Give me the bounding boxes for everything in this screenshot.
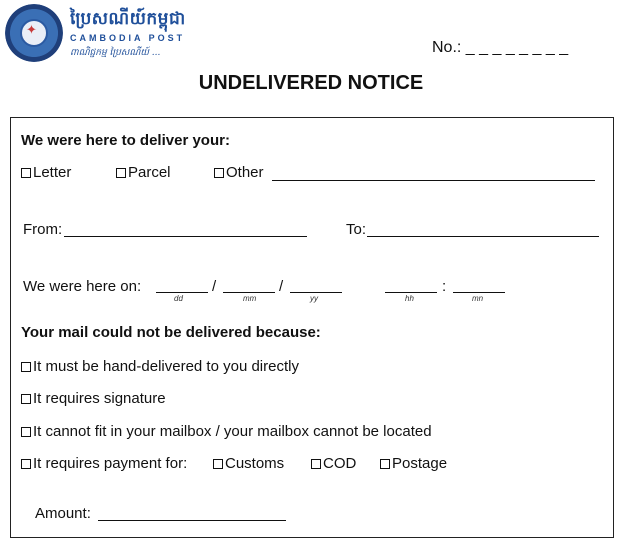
letter-label: Letter bbox=[33, 164, 72, 181]
brand-english-name: CAMBODIA POST bbox=[70, 33, 186, 43]
to-field[interactable] bbox=[367, 236, 599, 237]
signature-checkbox[interactable] bbox=[21, 394, 31, 404]
payment-label: It requires payment for: bbox=[33, 455, 188, 472]
amount-field[interactable] bbox=[98, 520, 286, 521]
cod-label: COD bbox=[323, 455, 357, 472]
from-label: From: bbox=[23, 221, 63, 238]
hand-delivered-label: It must be hand-delivered to you directly bbox=[33, 358, 299, 375]
signature-label: It requires signature bbox=[33, 390, 166, 407]
date-separator-2: / bbox=[279, 278, 284, 295]
mailbox-label: It cannot fit in your mailbox / your mailbox cannot be located bbox=[33, 423, 432, 440]
payment-cod[interactable] bbox=[311, 455, 356, 472]
parcel-checkbox[interactable] bbox=[116, 168, 126, 178]
option-other[interactable] bbox=[214, 164, 264, 181]
other-checkbox[interactable] bbox=[214, 168, 224, 178]
reason-hand-delivered[interactable] bbox=[21, 358, 299, 375]
parcel-label: Parcel bbox=[128, 164, 171, 181]
other-field[interactable] bbox=[272, 180, 595, 181]
from-field[interactable] bbox=[64, 236, 307, 237]
hand-delivered-checkbox[interactable] bbox=[21, 362, 31, 372]
to-label: To: bbox=[346, 221, 367, 238]
brand-khmer-name: ប្រៃសណីយ៍កម្ពុជា bbox=[70, 9, 186, 29]
day-hint: dd bbox=[174, 294, 183, 303]
mailbox-checkbox[interactable] bbox=[21, 427, 31, 437]
year-hint: yy bbox=[310, 294, 318, 303]
month-field[interactable] bbox=[223, 292, 275, 293]
reason-payment[interactable] bbox=[21, 455, 187, 472]
payment-checkbox[interactable] bbox=[21, 459, 31, 469]
date-separator-1: / bbox=[212, 278, 217, 295]
day-field[interactable] bbox=[156, 292, 208, 293]
amount-label: Amount: bbox=[35, 505, 91, 522]
reason-mailbox[interactable] bbox=[21, 423, 432, 440]
hour-field[interactable] bbox=[385, 292, 437, 293]
time-separator: : bbox=[442, 278, 447, 295]
customs-checkbox[interactable] bbox=[213, 459, 223, 469]
payment-customs[interactable] bbox=[213, 455, 284, 472]
option-letter[interactable] bbox=[21, 164, 71, 181]
other-label: Other bbox=[226, 164, 264, 181]
logo-star-icon: ✦ bbox=[26, 22, 37, 37]
reason-signature[interactable] bbox=[21, 390, 166, 407]
option-parcel[interactable] bbox=[116, 164, 171, 181]
minute-hint: mn bbox=[472, 294, 484, 303]
year-field[interactable] bbox=[290, 292, 342, 293]
minute-field[interactable] bbox=[453, 292, 505, 293]
reasons-heading: Your mail could not be delivered because: bbox=[21, 324, 321, 341]
brand-tagline: ពាណិជ្ជកម្ម ប្រៃសណីយ៍ ... bbox=[70, 48, 161, 58]
delivery-heading: We were here to deliver your: bbox=[21, 132, 230, 149]
cod-checkbox[interactable] bbox=[311, 459, 321, 469]
page-title: UNDELIVERED NOTICE bbox=[198, 72, 424, 94]
hour-hint: hh bbox=[405, 294, 414, 303]
postage-label: Postage bbox=[392, 455, 448, 472]
visit-label: We were here on: bbox=[23, 278, 142, 295]
notice-number: No.: _ _ _ _ _ _ _ _ bbox=[432, 39, 569, 56]
month-hint: mm bbox=[243, 294, 257, 303]
postage-checkbox[interactable] bbox=[380, 459, 390, 469]
letter-checkbox[interactable] bbox=[21, 168, 31, 178]
customs-label: Customs bbox=[225, 455, 285, 472]
payment-postage[interactable] bbox=[380, 455, 447, 472]
